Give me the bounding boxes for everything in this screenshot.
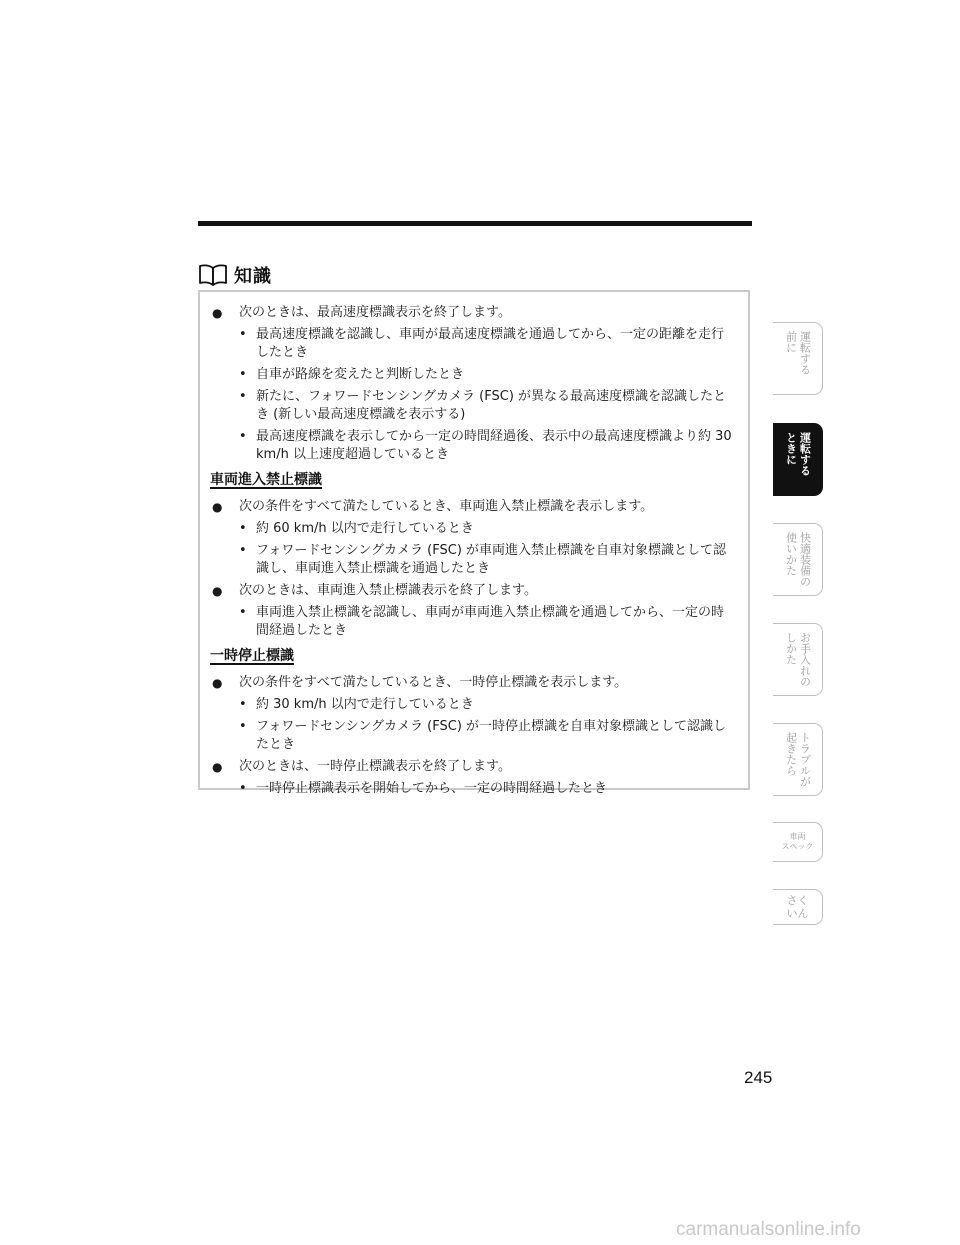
tab-label bbox=[773, 724, 822, 795]
tab-label-line: お手入れの bbox=[798, 632, 812, 687]
bullet-small-icon: • bbox=[239, 605, 247, 620]
bullet-dot-icon: ● bbox=[212, 676, 223, 690]
sub-bullet-item bbox=[210, 326, 736, 362]
section-heading: 一時停止標識 bbox=[210, 648, 294, 664]
sub-bullet-item bbox=[210, 780, 736, 798]
bullet-text: 最高速度標識を認識し、車両が最高速度標識を通過してから、一定の距離を走行したとき bbox=[256, 327, 725, 360]
main-bullet-item bbox=[210, 498, 736, 516]
sub-bullet-item bbox=[210, 520, 736, 538]
section-heading: 車両進入禁止標識 bbox=[210, 472, 322, 488]
bullet-small-icon: • bbox=[239, 697, 247, 712]
tab-label bbox=[773, 823, 822, 861]
tab-label-line: スペック bbox=[781, 842, 814, 851]
tab-while-driving[interactable] bbox=[773, 423, 823, 496]
tab-label-line: 快適装備の bbox=[798, 532, 812, 587]
tab-specs[interactable] bbox=[773, 822, 823, 862]
bullet-text: 約 60 km/h 以内で走行しているとき bbox=[256, 521, 474, 536]
tab-label-line: さく bbox=[786, 894, 809, 907]
knowledge-header bbox=[198, 262, 272, 288]
bullet-small-icon: • bbox=[239, 543, 247, 558]
tab-comfort-equipment[interactable] bbox=[773, 523, 823, 596]
bullet-text: 次の条件をすべて満たしているとき、車両進入禁止標識を表示します。 bbox=[239, 499, 654, 514]
bullet-dot-icon: ● bbox=[212, 584, 223, 598]
bullet-text: 車両進入禁止標識を認識し、車両が車両進入禁止標識を通過してから、一定の時間経過したとき bbox=[256, 605, 725, 638]
book-icon bbox=[198, 263, 228, 287]
tab-label-line: 運転する bbox=[798, 331, 812, 375]
sub-bullet-item bbox=[210, 604, 736, 640]
watermark: carmanualsonline.info bbox=[676, 1219, 861, 1240]
bullet-small-icon: • bbox=[239, 327, 247, 342]
bullet-text: 最高速度標識を表示してから一定の時間経過後、表示中の最高速度標識より約 30 km/h 以上速度超過しているとき bbox=[256, 429, 732, 462]
tab-label-line: しかた bbox=[784, 632, 798, 665]
main-bullet-item bbox=[210, 304, 736, 322]
tab-label-line: 使いかた bbox=[784, 532, 798, 576]
tab-label bbox=[773, 890, 822, 924]
bullet-small-icon: • bbox=[239, 389, 247, 404]
bullet-small-icon: • bbox=[239, 367, 247, 382]
knowledge-box bbox=[198, 290, 750, 796]
bullet-text: 次のときは、車両進入禁止標識表示を終了します。 bbox=[239, 583, 537, 598]
bullet-small-icon: • bbox=[239, 521, 247, 536]
tab-label-line: 起きたら bbox=[784, 732, 798, 776]
bullet-text: 次の条件をすべて満たしているとき、一時停止標識を表示します。 bbox=[239, 675, 628, 690]
main-bullet-item bbox=[210, 674, 736, 692]
sub-bullet-item bbox=[210, 542, 736, 578]
tab-before-driving[interactable] bbox=[773, 322, 823, 395]
sub-bullet-item bbox=[210, 388, 736, 424]
bullet-dot-icon: ● bbox=[212, 306, 223, 320]
tab-label bbox=[773, 424, 822, 495]
bullet-text: フォワードセンシングカメラ (FSC) が一時停止標識を自車対象標識として認識したとき bbox=[256, 719, 727, 752]
bullet-small-icon: • bbox=[239, 781, 247, 796]
sub-bullet-item bbox=[210, 718, 736, 754]
sub-bullet-item bbox=[210, 366, 736, 384]
main-bullet-item bbox=[210, 758, 736, 776]
tab-label-line: トラブルが bbox=[798, 732, 812, 787]
bullet-text: 約 30 km/h 以内で走行しているとき bbox=[256, 697, 474, 712]
page-number: 245 bbox=[744, 1068, 773, 1087]
tab-label-line: 車両 bbox=[789, 832, 806, 841]
tab-label bbox=[773, 323, 822, 394]
bullet-dot-icon: ● bbox=[212, 760, 223, 774]
tab-index[interactable] bbox=[773, 889, 823, 925]
bullet-text: 自車が路線を変えたと判断したとき bbox=[256, 367, 465, 382]
tab-label-line: いん bbox=[786, 907, 809, 920]
tab-label bbox=[773, 624, 822, 695]
bullet-small-icon: • bbox=[239, 719, 247, 734]
bullet-dot-icon: ● bbox=[212, 500, 223, 514]
bullet-text: 次のときは、一時停止標識表示を終了します。 bbox=[239, 759, 511, 774]
top-rule bbox=[198, 221, 752, 226]
main-bullet-item bbox=[210, 582, 736, 600]
tab-maintenance[interactable] bbox=[773, 623, 823, 696]
tab-label-line: ときに bbox=[784, 432, 798, 465]
tab-label bbox=[773, 524, 822, 595]
tab-label-line: 運転する bbox=[798, 432, 812, 476]
bullet-text: フォワードセンシングカメラ (FSC) が車両進入禁止標識を自車対象標識として認識し、車両進入禁止標識を通過したとき bbox=[256, 543, 727, 576]
tab-trouble[interactable] bbox=[773, 723, 823, 796]
bullet-small-icon: • bbox=[239, 429, 247, 444]
knowledge-title: 知識 bbox=[234, 266, 272, 287]
bullet-text: 次のときは、最高速度標識表示を終了します。 bbox=[239, 305, 511, 320]
sub-bullet-item bbox=[210, 428, 736, 464]
sub-bullet-item bbox=[210, 696, 736, 714]
tab-label-line: 前に bbox=[784, 331, 798, 353]
bullet-text: 新たに、フォワードセンシングカメラ (FSC) が異なる最高速度標識を認識したとき (新しい最高速度標識を表示する) bbox=[256, 389, 727, 422]
bullet-text: 一時停止標識表示を開始してから、一定の時間経過したとき bbox=[256, 781, 608, 796]
